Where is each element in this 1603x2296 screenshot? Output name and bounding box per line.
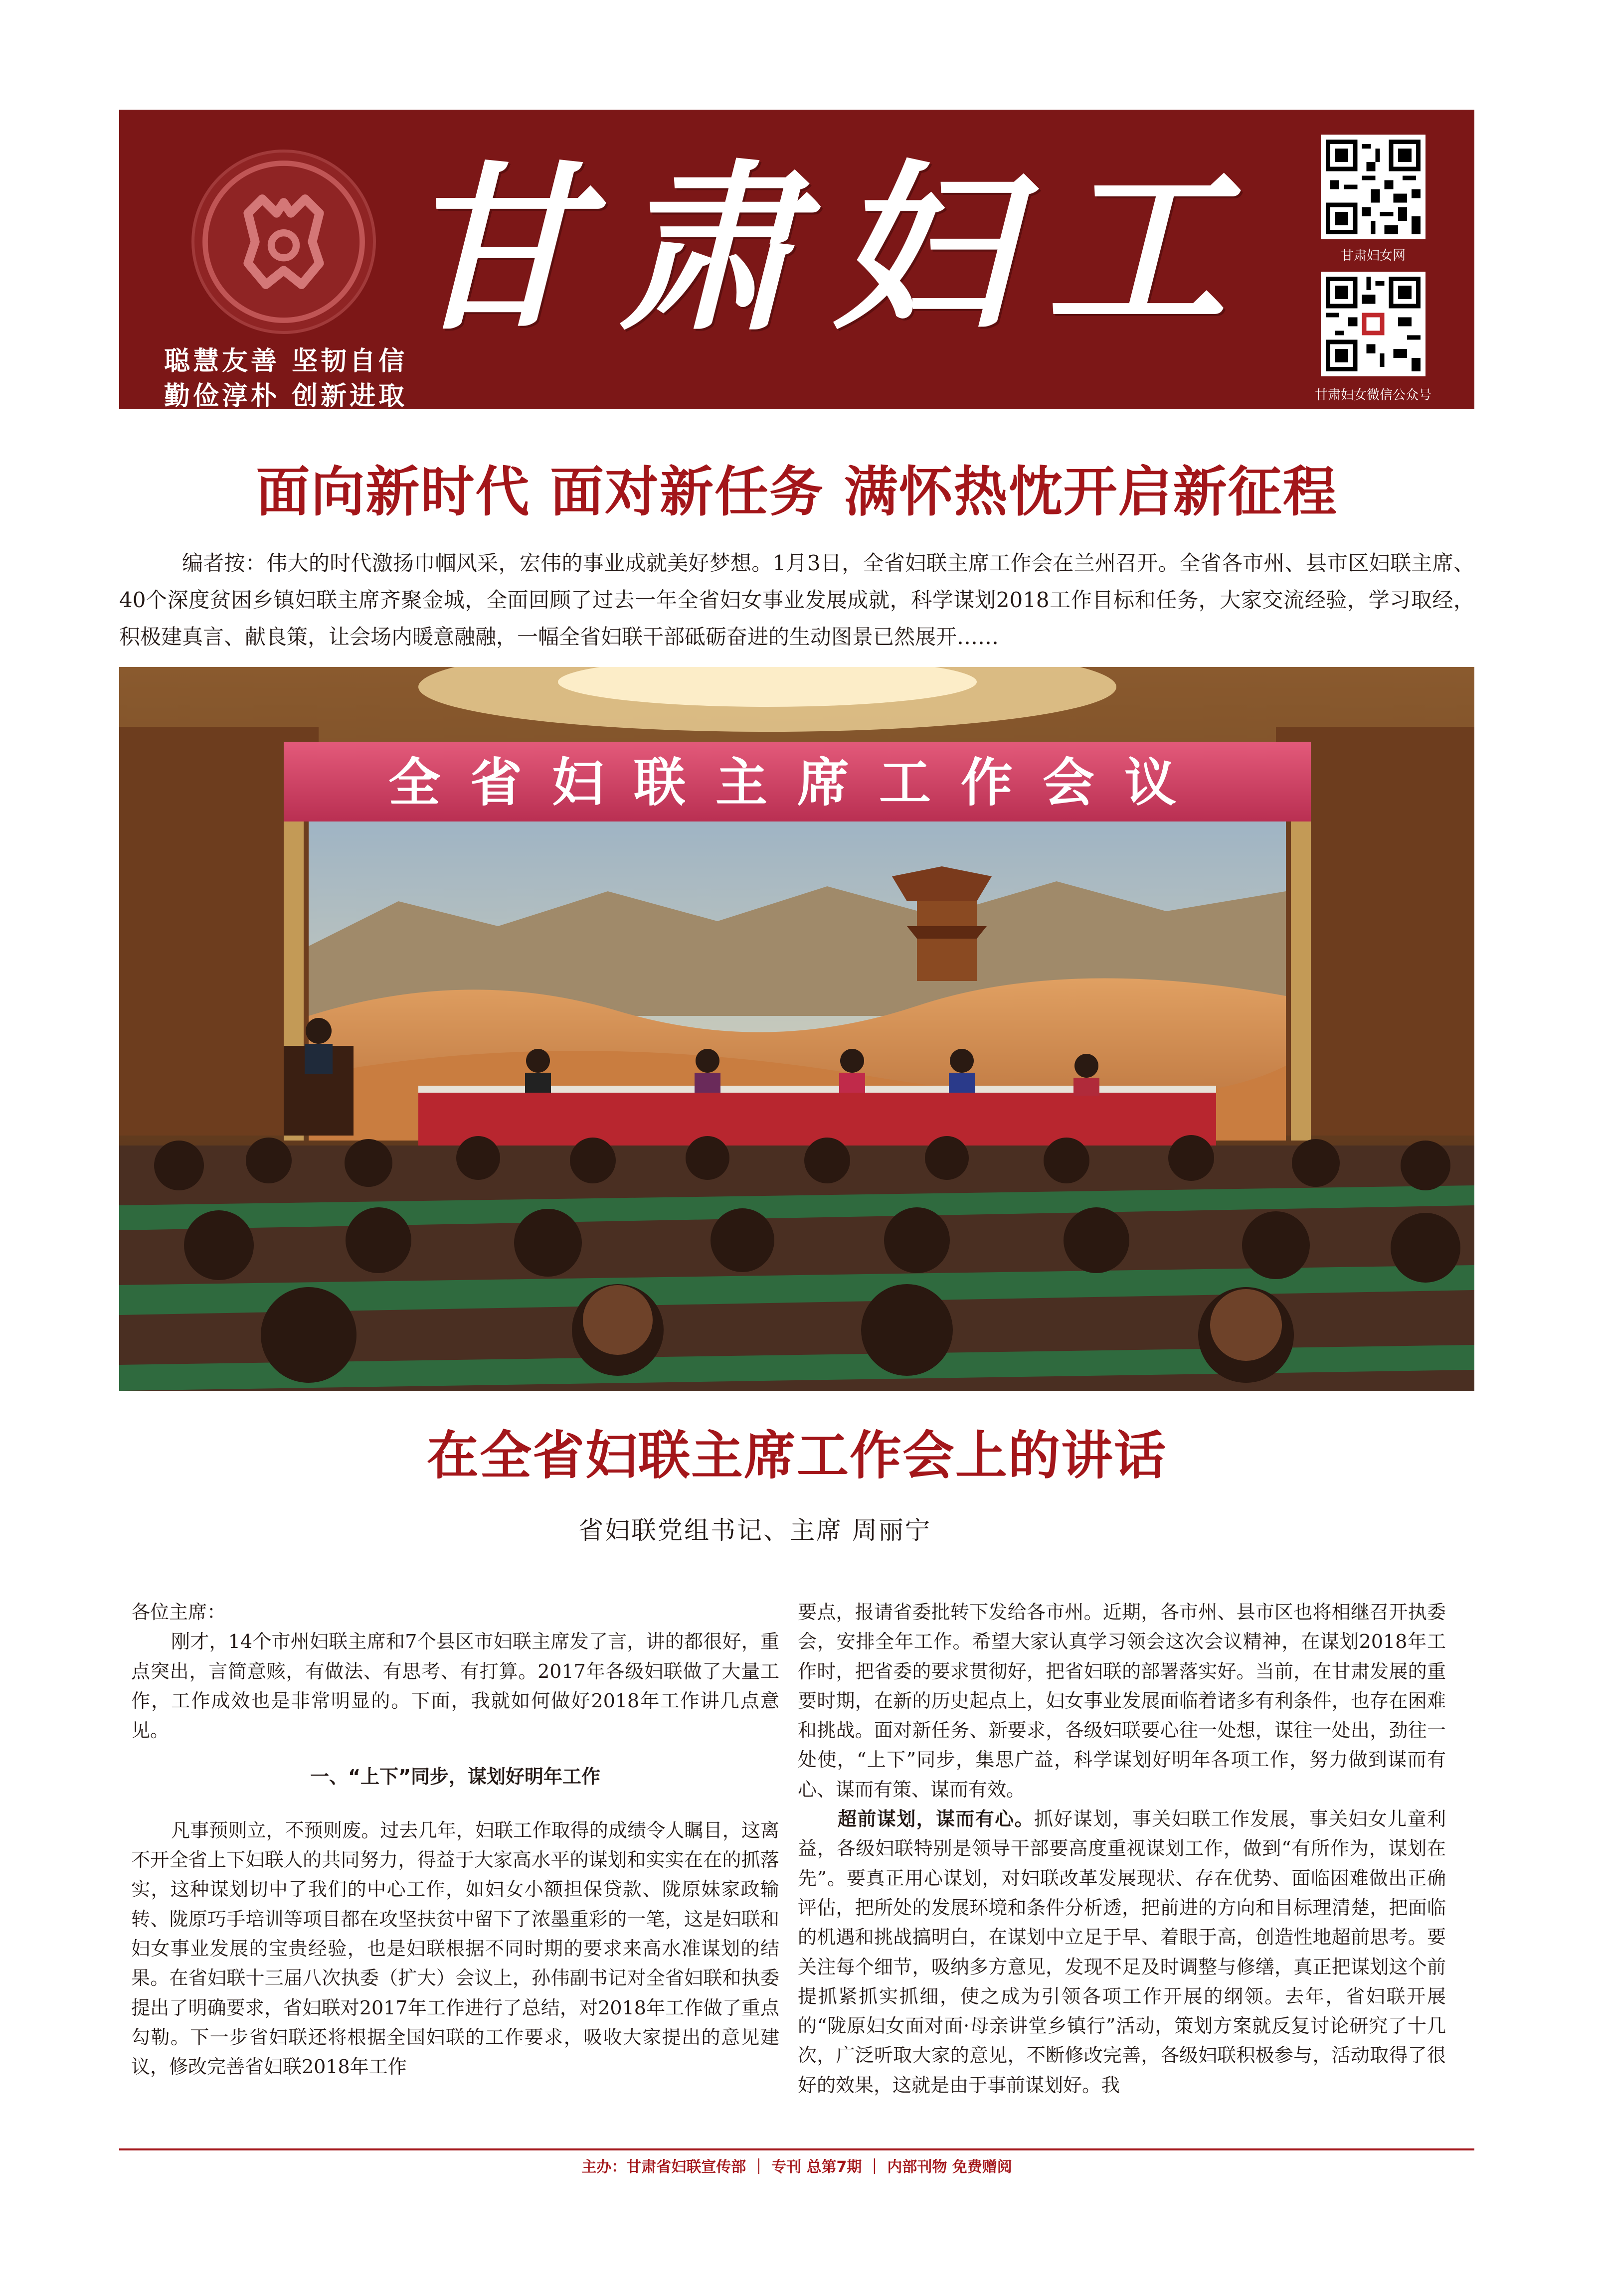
banner-text: 全省妇联主席工作会议	[388, 752, 1207, 813]
logo-emblem-icon	[194, 153, 373, 331]
motto-line-1: 聪慧友善 坚韧自信	[164, 346, 408, 376]
salutation: 各位主席：	[131, 1601, 226, 1623]
editor-note: 编者按：伟大的时代激扬巾帼风采，宏伟的事业成就美好梦想。1月3日，全省妇联主席工作会在兰州召开。全省各市州、县市区妇联主席、40个深度贫困乡镇妇联主席齐聚金城，全面回顾了过去一年全省妇女事业发展成就，科学谋划2018工作目标和任务，大家交流经验，学习取经，积极建真言、献良策，让会场内暖意融融，一幅全省妇联干部砥砺奋进的生动图景已然展开……	[119, 551, 1474, 649]
website-qr-label: 甘肃妇女网	[1340, 248, 1406, 263]
qr-code-icon	[1326, 140, 1421, 234]
article-column-left	[131, 1598, 779, 2082]
wechat-qr-label: 甘肃妇女微信公众号	[1314, 388, 1431, 403]
wechat-qr-code[interactable]	[1321, 272, 1425, 376]
section-heading: 一、“上下”同步，谋划好明年工作	[310, 1766, 600, 1788]
newspaper-title: 甘肃妇工	[403, 144, 1261, 354]
article-column-right	[798, 1598, 1446, 2100]
paragraph: 刚才，14个市州妇联主席和7个县区市妇联主席发了言，讲的都很好，重点突出，言简意赅，有做法、有思考、有打算。2017年各级妇联做了大量工作，工作成效也是非常明显的。下面，我就如何做好2018年工作讲几点意见。	[131, 1631, 779, 1742]
paragraph-lead: 超前谋划，谋而有心。	[838, 1808, 1034, 1830]
website-qr-code[interactable]	[1321, 135, 1425, 239]
paragraph-text: 抓好谋划，事关妇联工作发展，事关妇女儿童利益，各级妇联特别是领导干部要高度重视谋划工作，做到“有所作为，谋划在先”。要真正用心谋划，对妇联改革发展现状、存在优势、面临困难做出正确评估，把所处的发展环境和条件分析透，把前进的方向和目标理清楚，把面临的机遇和挑战搞明白，在谋划中立足于早、着眼于高，创造性地超前思考。要关注每个细节，吸纳多方意见，发现不足及时调整与修缮，真正把谋划这个前提抓紧抓实抓细，使之成为引领各项工作开展的纲领。去年，省妇联开展的“陇原妇女面对面·母亲讲堂乡镇行”活动，策划方案就反复讨论研究了十几次，广泛听取大家的意见，不断修改完善，各级妇联积极参与，活动取得了很好的效果，这就是由于事前谋划好。我	[798, 1808, 1446, 2096]
conference-photo	[119, 667, 1474, 1391]
footer-divider	[119, 2148, 1474, 2150]
womens-federation-logo	[191, 150, 376, 334]
main-headline: 面向新时代 面对新任务 满怀热忱开启新征程	[256, 461, 1338, 523]
speech-title: 在全省妇联主席工作会上的讲话	[426, 1425, 1167, 1486]
paragraph: 要点，报请省委批转下发给各市州。近期，各市州、县市区也将相继召开执委会，安排全年工作。希望大家认真学习领会这次会议精神，在谋划2018年工作时，把省委的要求贯彻好，把省妇联的部署落实好。当前，在甘肃发展的重要时期，在新的历史起点上，妇女事业发展面临着诸多有利条件，也存在困难和挑战。面对新任务、新要求，各级妇联要心往一处想，谋往一处出，劲往一处使，“上下”同步，集思广益，科学谋划好明年各项工作，努力做到谋而有心、谋而有策、谋而有效。	[798, 1601, 1446, 1801]
paragraph	[798, 1804, 1446, 2100]
speech-byline: 省妇联党组书记、主席 周丽宁	[578, 1516, 931, 1545]
qr-code-icon	[1326, 277, 1421, 371]
masthead	[119, 110, 1474, 409]
footer-publisher-info: 主办：甘肃省妇联宣传部 ｜ 专刊 总第7期 ｜ 内部刊物 免费赠阅	[581, 2158, 1012, 2176]
meeting-hall-illustration	[119, 667, 1474, 1391]
paragraph: 凡事预则立，不预则废。过去几年，妇联工作取得的成绩令人瞩目，这离不开全省上下妇联人的共同努力，得益于大家高水平的谋划和实实在在的抓落实，这种谋划切中了我们的中心工作，如妇女小额担保贷款、陇原妹家政输转、陇原巧手培训等项目都在攻坚扶贫中留下了浓墨重彩的一笔，这是妇联和妇女事业发展的宝贵经验，也是妇联根据不同时期的要求来高水准谋划的结果。在省妇联十三届八次执委（扩大）会议上，孙伟副书记对全省妇联和执委提出了明确要求，省妇联对2017年工作进行了总结，对2018年工作做了重点勾勒。下一步省妇联还将根据全国妇联的工作要求，吸收大家提出的意见建议，修改完善省妇联2018年工作	[131, 1819, 779, 2078]
motto-line-2: 勤俭淳朴 创新进取	[164, 381, 408, 411]
